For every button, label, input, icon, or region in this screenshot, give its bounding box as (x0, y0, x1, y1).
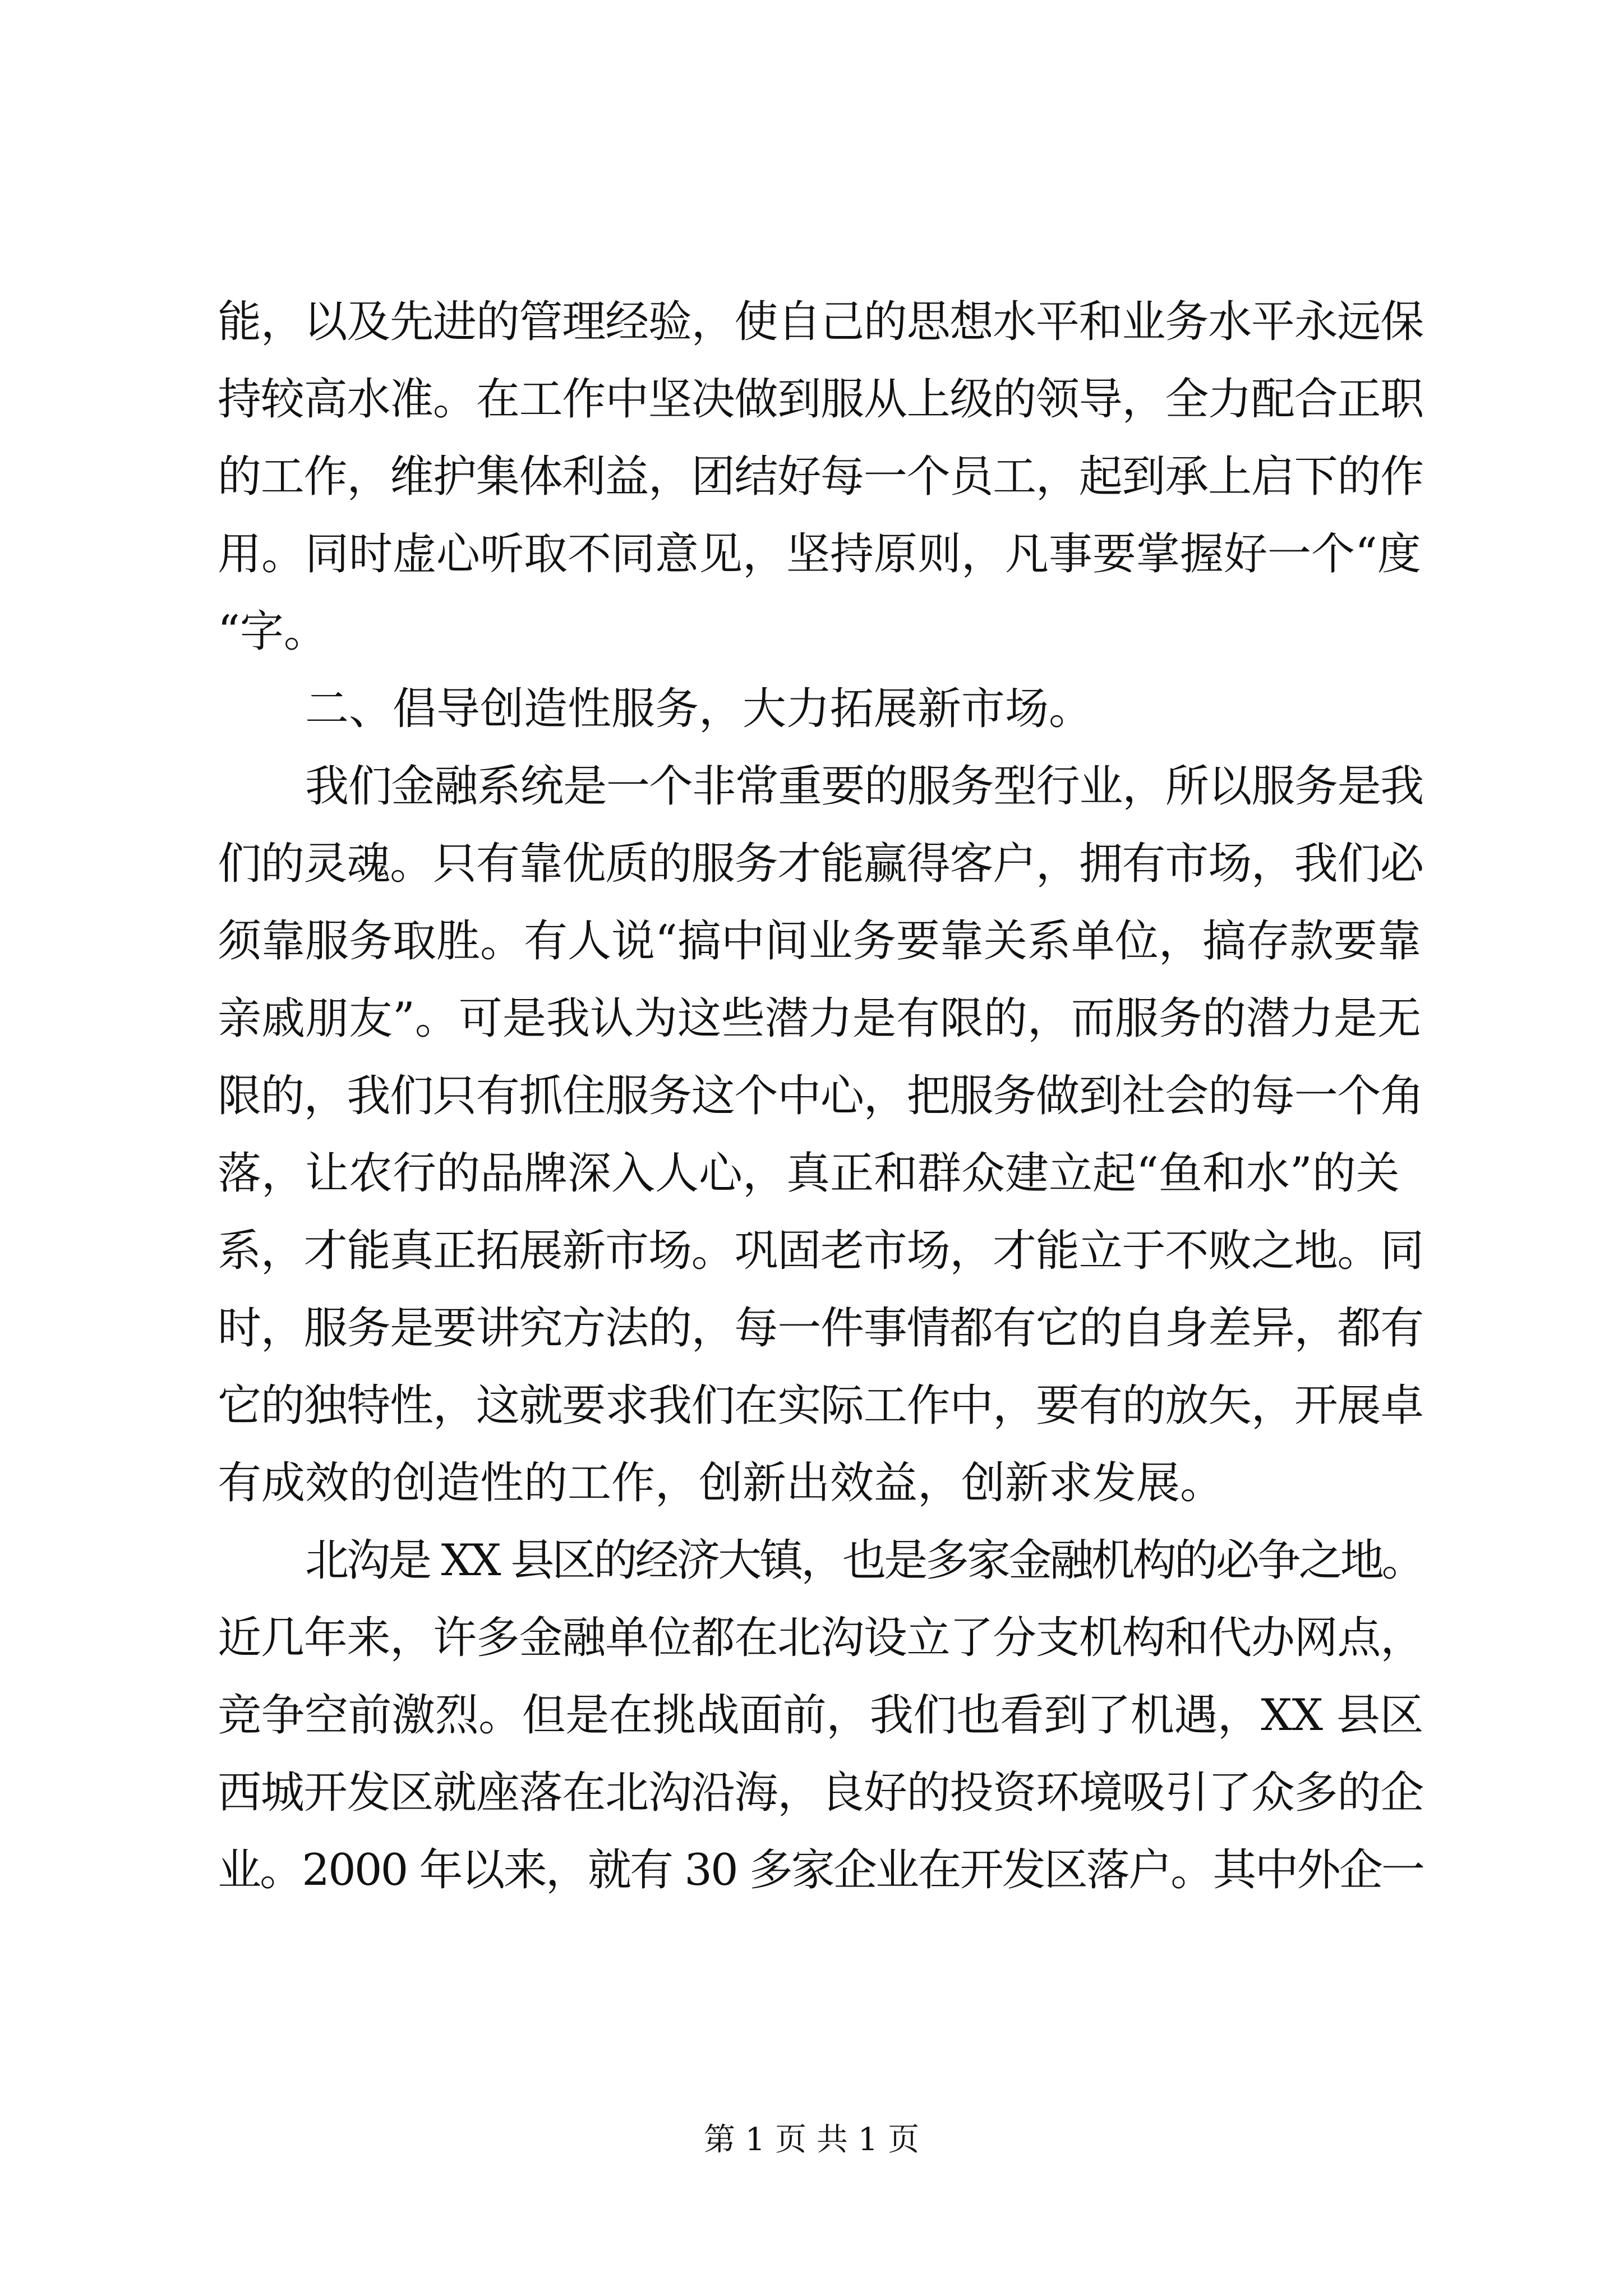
body-text (218, 283, 1423, 1909)
text-line: 亲戚朋友”。可是我认为这些潜力是有限的，而服务的潜力是无 (218, 993, 1421, 1044)
text-line: 有成效的创造性的工作，创新出效益，创新求发展。 (218, 1458, 1224, 1508)
text-line: 二、倡导创造性服务，大力拓展新市场。 (305, 684, 1093, 734)
text-line: 业。2000 年以来，就有 30 多家企业在开发区落户。其中外企一 (218, 1845, 1424, 1895)
text-line: 北沟是 XX 县区的经济大镇，也是多家金融机构的必争之地。 (305, 1535, 1423, 1586)
text-line: 能，以及先进的管理经验，使自己的思想水平和业务水平永远保 (218, 297, 1424, 347)
text-line: 时，服务是要讲究方法的，每一件事情都有它的自身差异，都有 (218, 1303, 1424, 1354)
text-line: 系，才能真正拓展新市场。巩固老市场，才能立于不败之地。同 (218, 1226, 1424, 1276)
text-line: 须靠服务取胜。有人说“搞中间业务要靠关系单位，搞存款要靠 (218, 916, 1421, 967)
text-line: 的工作，维护集体利益，团结好每一个员工，起到承上启下的作 (218, 452, 1424, 502)
text-line: 限的，我们只有抓住服务这个中心，把服务做到社会的每一个角 (218, 1071, 1424, 1121)
text-line: 们的灵魂。只有靠优质的服务才能赢得客户，拥有市场，我们必 (218, 839, 1424, 889)
text-line: 竞争空前激烈。但是在挑战面前，我们也看到了机遇，XX 县区 (218, 1690, 1423, 1741)
text-line: 落，让农行的品牌深入人心，真正和群众建立起“鱼和水”的关 (218, 1148, 1400, 1199)
text-line: 近几年来，许多金融单位都在北沟设立了分支机构和代办网点， (218, 1613, 1424, 1663)
text-line: “字。 (218, 606, 328, 657)
text-line: 它的独特性，这就要求我们在实际工作中，要有的放矢，开展卓 (218, 1381, 1424, 1431)
text-line: 我们金融系统是一个非常重要的服务型行业，所以服务是我 (305, 761, 1424, 812)
text-line: 持较高水准。在工作中坚决做到服从上级的领导，全力配合正职 (218, 374, 1424, 425)
page-footer: 第 1 页 共 1 页 (703, 2122, 920, 2158)
text-line: 用。同时虚心听取不同意见，坚持原则，凡事要掌握好一个“度 (218, 529, 1421, 579)
text-line: 西城开发区就座落在北沟沿海，良好的投资环境吸引了众多的企 (218, 1768, 1424, 1818)
